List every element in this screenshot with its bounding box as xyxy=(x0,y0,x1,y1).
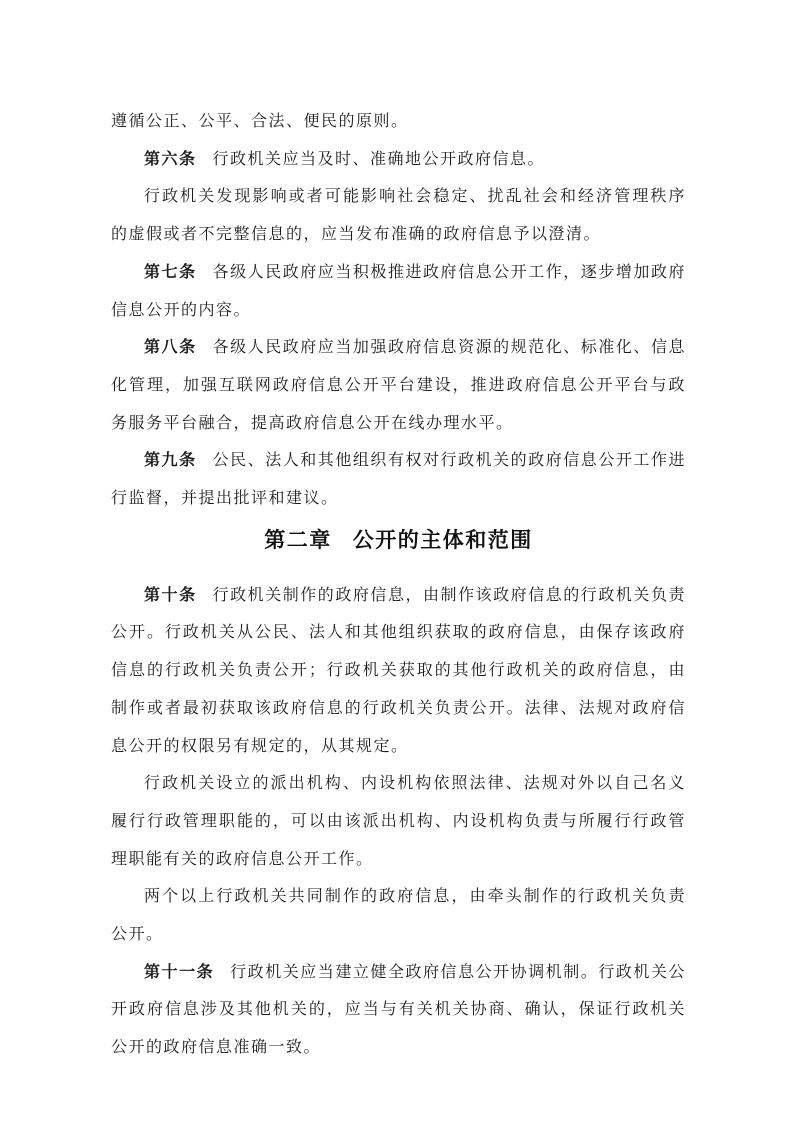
article-paragraph xyxy=(111,577,686,766)
body-paragraph xyxy=(111,878,686,953)
article-paragraph xyxy=(111,442,686,517)
article-number: 第十条 xyxy=(144,586,197,604)
article-paragraph xyxy=(111,141,686,179)
body-paragraph xyxy=(111,765,686,878)
chapter-number: 第二章 xyxy=(264,528,332,552)
paragraph-text: 各级人民政府应当加强政府信息资源的规范化、标准化、信息化管理，加强互联网政府信息公开平台建设，推进政府信息公开平台与政务服务平台融合，提高政府信息公开在线办理水平。 xyxy=(111,339,686,432)
paragraph-text: 两个以上行政机关共同制作的政府信息，由牵头制作的行政机关负责公开。 xyxy=(111,888,686,944)
paragraph-text: 行政机关制作的政府信息，由制作该政府信息的行政机关负责公开。行政机关从公民、法人和其他组织获取的政府信息，由保存该政府信息的行政机关负责公开；行政机关获取的其他行政机关的政府信息，由制作或者最初获取该政府信息的行政机关负责公开。法律、法规对政府信息公开的权限另有规定的，从其规定。 xyxy=(111,586,686,755)
paragraph-text: 遵循公正、公平、合法、便民的原则。 xyxy=(111,113,409,130)
article-number: 第七条 xyxy=(144,263,197,281)
article-number: 第九条 xyxy=(144,452,197,470)
article-paragraph xyxy=(111,954,686,1067)
body-paragraph xyxy=(111,178,686,253)
paragraph-text: 行政机关应当及时、准确地公开政府信息。 xyxy=(212,150,546,168)
paragraph-text: 各级人民政府应当积极推进政府信息公开工作，逐步增加政府信息公开的内容。 xyxy=(111,263,686,319)
article-number: 第八条 xyxy=(144,339,197,357)
article-number: 第十一条 xyxy=(144,963,215,981)
article-paragraph xyxy=(111,329,686,442)
document-body xyxy=(111,103,686,1067)
body-paragraph xyxy=(111,103,686,141)
paragraph-text: 行政机关设立的派出机构、内设机构依照法律、法规对外以自己名义履行行政管理职能的，可以由该派出机构、内设机构负责与所履行行政管理职能有关的政府信息公开工作。 xyxy=(111,775,686,868)
chapter-title: 公开的主体和范围 xyxy=(352,528,533,552)
chapter-heading xyxy=(111,521,686,561)
article-paragraph xyxy=(111,254,686,329)
paragraph-text: 行政机关发现影响或者可能影响社会稳定、扰乱社会和经济管理秩序的虚假或者不完整信息的，应当发布准确的政府信息予以澄清。 xyxy=(111,188,686,244)
article-number: 第六条 xyxy=(144,150,197,168)
paragraph-text: 公民、法人和其他组织有权对行政机关的政府信息公开工作进行监督，并提出批评和建议。 xyxy=(111,452,686,508)
paragraph-text: 行政机关应当建立健全政府信息公开协调机制。行政机关公开政府信息涉及其他机关的，应当与有关机关协商、确认，保证行政机关公开的政府信息准确一致。 xyxy=(111,963,686,1057)
